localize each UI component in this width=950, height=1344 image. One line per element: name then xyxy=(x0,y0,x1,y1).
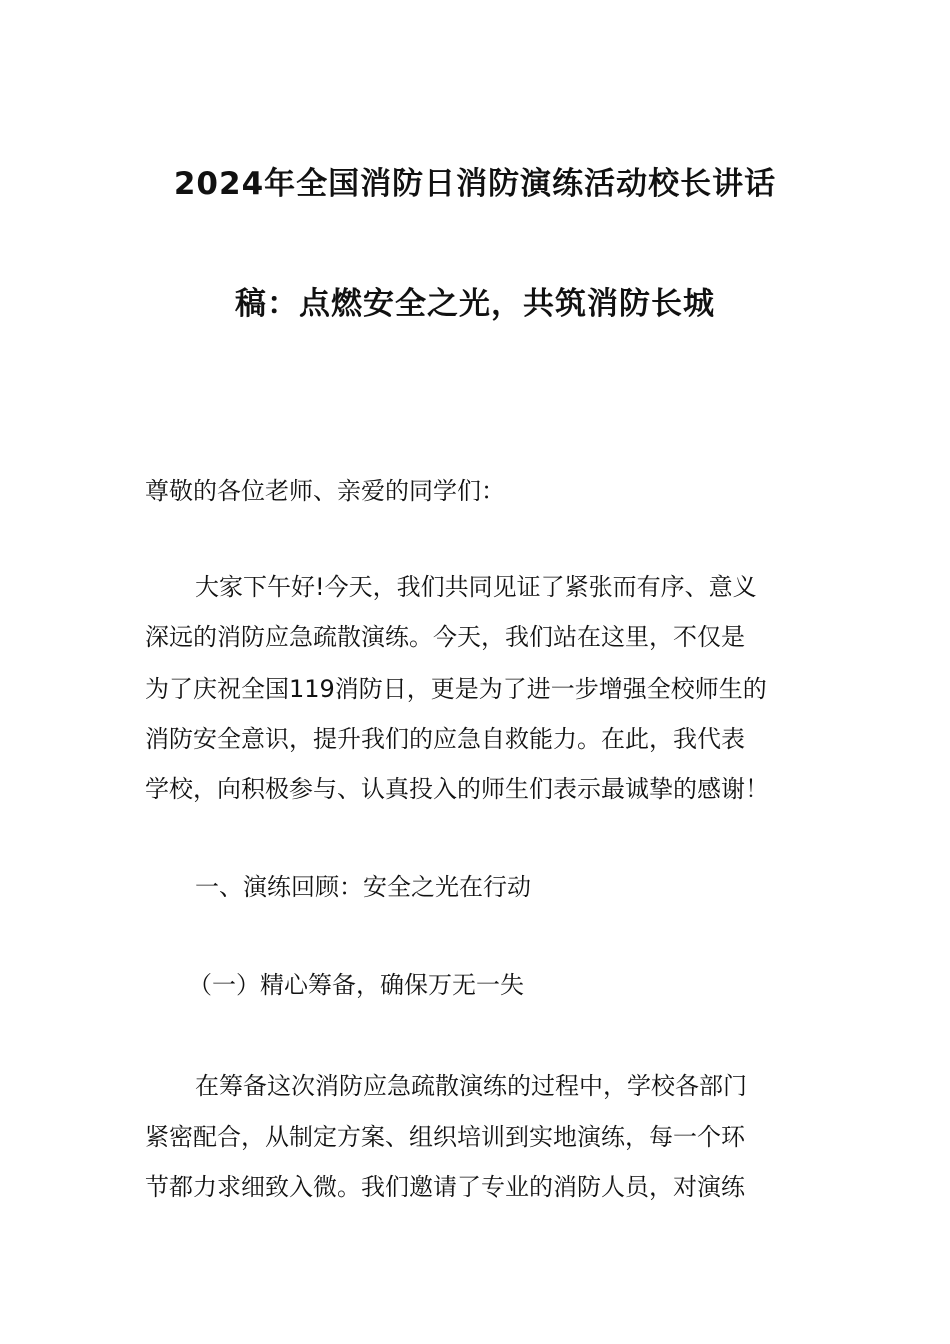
salutation: 尊敬的各位老师、亲爱的同学们： xyxy=(145,477,505,505)
paragraph-1-line-5: 学校，向积极参与、认真投入的师生们表示最诚挚的感谢！ xyxy=(145,775,769,803)
paragraph-1-line-1: 大家下午好!今天，我们共同见证了紧张而有序、意义 xyxy=(195,573,757,601)
paragraph-1-line-3: 为了庆祝全国119消防日，更是为了进一步增强全校师生的 xyxy=(145,675,767,703)
document-title-line-1: 2024年全国消防日消防演练活动校长讲话 xyxy=(173,166,777,202)
subsection-1-heading: （一）精心筹备，确保万无一失 xyxy=(188,971,524,999)
paragraph-2-line-3: 节都力求细致入微。我们邀请了专业的消防人员，对演练 xyxy=(145,1173,745,1201)
document-title-line-2: 稿：点燃安全之光，共筑消防长城 xyxy=(235,286,715,322)
section-1-heading: 一、演练回顾：安全之光在行动 xyxy=(195,873,531,901)
paragraph-2-line-1: 在筹备这次消防应急疏散演练的过程中，学校各部门 xyxy=(195,1072,747,1100)
paragraph-1-line-4: 消防安全意识，提升我们的应急自救能力。在此，我代表 xyxy=(145,725,745,753)
paragraph-2-line-2: 紧密配合，从制定方案、组织培训到实地演练，每一个环 xyxy=(145,1123,745,1151)
paragraph-1-line-2: 深远的消防应急疏散演练。今天，我们站在这里，不仅是 xyxy=(145,623,745,651)
